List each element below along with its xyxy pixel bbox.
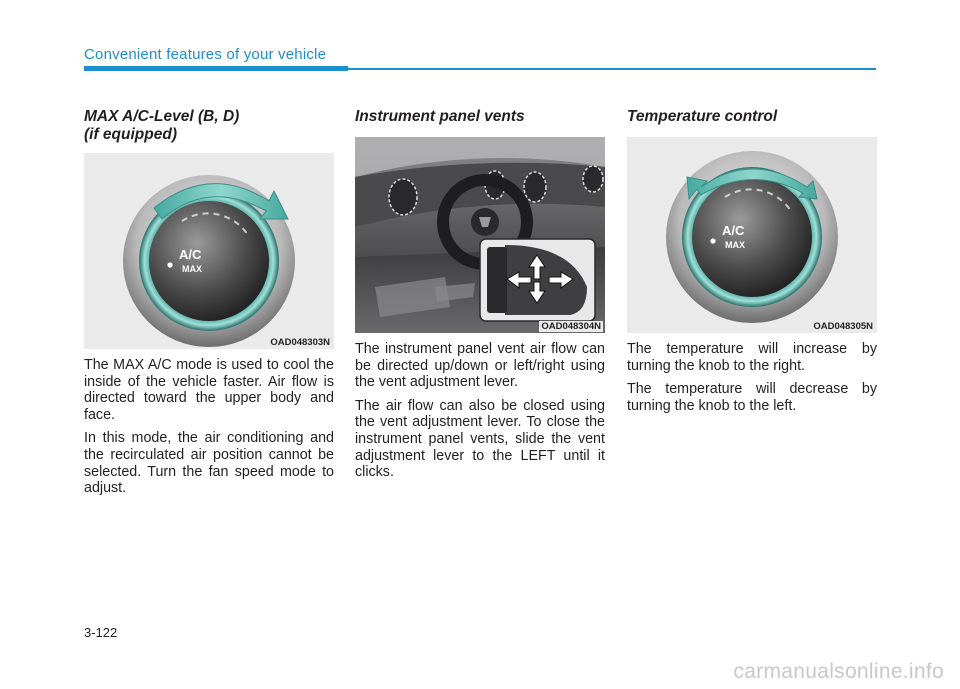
vents-figure bbox=[355, 137, 605, 333]
max-ac-section bbox=[84, 108, 334, 497]
max-ac-heading-line1: MAX A/C-Level (B, D) bbox=[84, 108, 240, 125]
knob-face bbox=[149, 201, 269, 321]
watermark: carmanualsonline.info bbox=[733, 660, 944, 683]
max-ac-paragraph-2: In this mode, the air conditioning and the recirculated air position cannot be selected. Turn the fan speed mode to adjust. bbox=[84, 430, 334, 497]
temperature-heading: Temperature control bbox=[627, 108, 778, 125]
indicator-dot bbox=[167, 262, 172, 267]
knob-face bbox=[692, 177, 812, 297]
header-rule-thick bbox=[84, 66, 348, 71]
page-number: 3-122 bbox=[84, 625, 118, 640]
max-ac-heading bbox=[84, 108, 334, 144]
figure-code: OAD048303N bbox=[270, 337, 330, 348]
header-rule-thin bbox=[348, 68, 876, 70]
max-ac-paragraph-1: The MAX A/C mode is used to cool the inside of the vehicle faster. Air flow is directed toward the upper body and face. bbox=[84, 357, 334, 423]
max-ac-knob-figure bbox=[84, 153, 334, 349]
right-vent-highlight bbox=[583, 166, 603, 192]
figure-code: OAD048304N bbox=[541, 321, 601, 332]
section-title: Convenient features of your vehicle bbox=[84, 46, 327, 63]
max-ac-heading-line2: (if equipped) bbox=[84, 126, 177, 143]
dashboard-illustration bbox=[355, 137, 605, 333]
temperature-paragraph-2: The temperature will decrease by turning the knob to the left. bbox=[627, 381, 877, 414]
knob-label-max: MAX bbox=[182, 264, 202, 274]
figure-code: OAD048305N bbox=[813, 321, 873, 332]
left-vent-highlight bbox=[389, 179, 417, 215]
indicator-dot bbox=[710, 238, 715, 243]
center-right-vent-highlight bbox=[524, 172, 546, 202]
knob-label-ac: A/C bbox=[179, 247, 202, 262]
temperature-knob-illustration bbox=[627, 137, 877, 333]
vents-paragraph-2: The air flow can also be closed using the vent adjustment lever. To close the instrument panel vents, slide the vent adjustment lever to the LEFT until it clicks. bbox=[355, 397, 605, 481]
max-ac-knob-illustration bbox=[84, 153, 334, 349]
vents-section bbox=[355, 108, 605, 481]
vents-heading: Instrument panel vents bbox=[355, 108, 525, 125]
temperature-knob-figure bbox=[627, 137, 877, 333]
temperature-paragraph-1: The temperature will increase by turning the knob to the right. bbox=[627, 341, 877, 374]
knob-label-max: MAX bbox=[725, 240, 745, 250]
temperature-section bbox=[627, 108, 877, 414]
knob-label-ac: A/C bbox=[722, 223, 745, 238]
vents-paragraph-1: The instrument panel vent air flow can be directed up/down or left/right using the vent adjustment lever. bbox=[355, 341, 605, 391]
